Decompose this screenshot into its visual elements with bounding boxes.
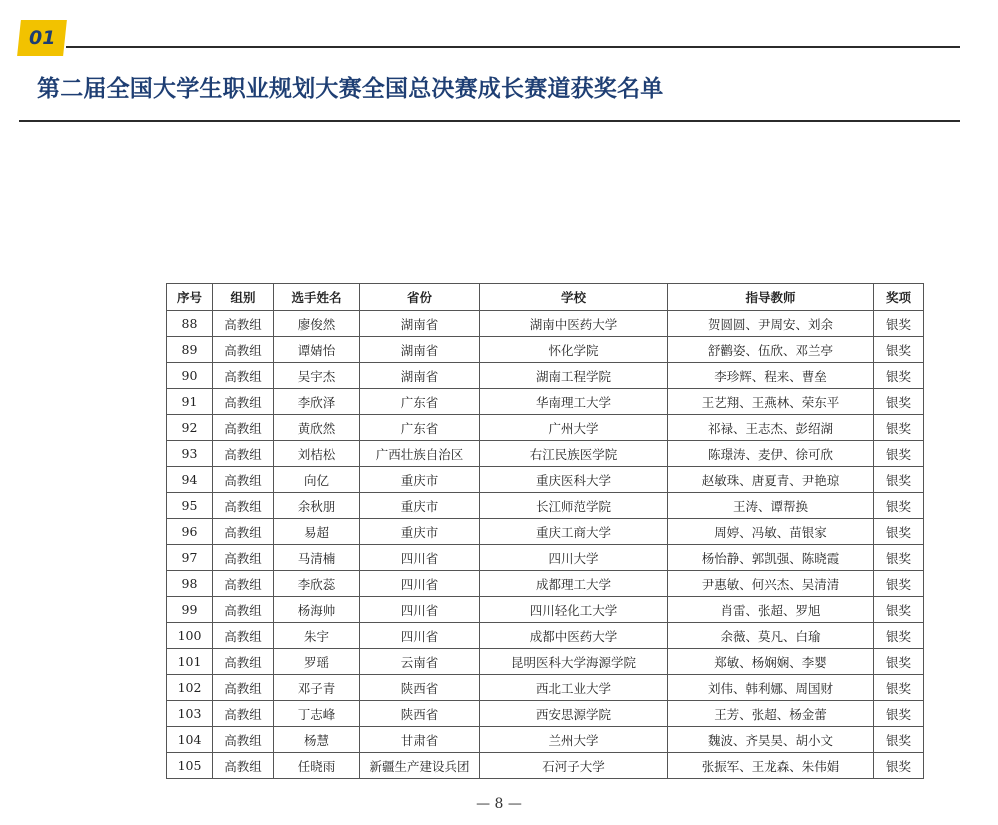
cell-name: 易超: [274, 519, 360, 545]
table-row: [167, 545, 924, 571]
cell-name: 刘桔松: [274, 441, 360, 467]
cell-advisors: 陈璟涛、麦伊、徐可欣: [668, 441, 874, 467]
cell-school: 广州大学: [480, 415, 668, 441]
cell-school: 兰州大学: [480, 727, 668, 753]
cell-name: 罗瑶: [274, 649, 360, 675]
cell-name: 李欣泽: [274, 389, 360, 415]
cell-school: 长江师范学院: [480, 493, 668, 519]
cell-award: 银奖: [874, 571, 924, 597]
cell-award: 银奖: [874, 727, 924, 753]
cell-province: 广东省: [360, 415, 480, 441]
table-row: [167, 467, 924, 493]
table-row: [167, 753, 924, 779]
cell-award: 银奖: [874, 389, 924, 415]
cell-group: 高教组: [213, 519, 274, 545]
cell-province: 湖南省: [360, 363, 480, 389]
cell-group: 高教组: [213, 571, 274, 597]
cell-name: 谭婧怡: [274, 337, 360, 363]
table-row: [167, 415, 924, 441]
table-row: [167, 675, 924, 701]
cell-advisors: 魏波、齐昊昊、胡小文: [668, 727, 874, 753]
table-row: [167, 727, 924, 753]
cell-index: 89: [167, 337, 213, 363]
cell-province: 湖南省: [360, 311, 480, 337]
cell-group: 高教组: [213, 467, 274, 493]
cell-school: 昆明医科大学海源学院: [480, 649, 668, 675]
column-header: 学校: [480, 284, 668, 311]
cell-index: 95: [167, 493, 213, 519]
cell-group: 高教组: [213, 623, 274, 649]
cell-index: 101: [167, 649, 213, 675]
cell-name: 邓子青: [274, 675, 360, 701]
cell-advisors: 王芳、张超、杨金蕾: [668, 701, 874, 727]
cell-group: 高教组: [213, 337, 274, 363]
cell-group: 高教组: [213, 701, 274, 727]
cell-advisors: 舒鹳姿、伍欣、邓兰亭: [668, 337, 874, 363]
cell-index: 103: [167, 701, 213, 727]
cell-name: 杨慧: [274, 727, 360, 753]
column-header: 选手姓名: [274, 284, 360, 311]
cell-group: 高教组: [213, 753, 274, 779]
cell-advisors: 郑敏、杨娴娴、李婴: [668, 649, 874, 675]
cell-award: 银奖: [874, 519, 924, 545]
cell-name: 朱宇: [274, 623, 360, 649]
cell-name: 杨海帅: [274, 597, 360, 623]
cell-group: 高教组: [213, 545, 274, 571]
cell-name: 黄欣然: [274, 415, 360, 441]
cell-province: 新疆生产建设兵团: [360, 753, 480, 779]
cell-advisors: 赵敏珠、唐夏青、尹艳琼: [668, 467, 874, 493]
section-number-badge: [17, 20, 67, 56]
cell-name: 吴宇杰: [274, 363, 360, 389]
cell-province: 湖南省: [360, 337, 480, 363]
cell-award: 银奖: [874, 311, 924, 337]
cell-name: 任晓雨: [274, 753, 360, 779]
cell-award: 银奖: [874, 545, 924, 571]
cell-award: 银奖: [874, 363, 924, 389]
cell-school: 西北工业大学: [480, 675, 668, 701]
column-header: 奖项: [874, 284, 924, 311]
cell-award: 银奖: [874, 753, 924, 779]
cell-award: 银奖: [874, 649, 924, 675]
cell-group: 高教组: [213, 649, 274, 675]
cell-school: 成都理工大学: [480, 571, 668, 597]
cell-province: 重庆市: [360, 519, 480, 545]
cell-name: 马清楠: [274, 545, 360, 571]
cell-index: 96: [167, 519, 213, 545]
cell-school: 石河子大学: [480, 753, 668, 779]
cell-name: 廖俊然: [274, 311, 360, 337]
cell-group: 高教组: [213, 493, 274, 519]
cell-province: 陕西省: [360, 675, 480, 701]
cell-award: 银奖: [874, 415, 924, 441]
table-row: [167, 337, 924, 363]
cell-advisors: 余薇、莫凡、白瑜: [668, 623, 874, 649]
cell-award: 银奖: [874, 623, 924, 649]
cell-province: 甘肃省: [360, 727, 480, 753]
cell-group: 高教组: [213, 597, 274, 623]
cell-index: 104: [167, 727, 213, 753]
cell-index: 97: [167, 545, 213, 571]
cell-province: 陕西省: [360, 701, 480, 727]
cell-school: 华南理工大学: [480, 389, 668, 415]
cell-school: 成都中医药大学: [480, 623, 668, 649]
column-header: 组别: [213, 284, 274, 311]
cell-award: 银奖: [874, 597, 924, 623]
cell-school: 四川轻化工大学: [480, 597, 668, 623]
cell-group: 高教组: [213, 415, 274, 441]
cell-group: 高教组: [213, 363, 274, 389]
cell-province: 四川省: [360, 623, 480, 649]
cell-advisors: 肖雷、张超、罗旭: [668, 597, 874, 623]
cell-group: 高教组: [213, 727, 274, 753]
cell-index: 90: [167, 363, 213, 389]
cell-province: 重庆市: [360, 467, 480, 493]
cell-index: 102: [167, 675, 213, 701]
cell-advisors: 刘伟、韩利娜、周国财: [668, 675, 874, 701]
cell-index: 99: [167, 597, 213, 623]
column-header: 省份: [360, 284, 480, 311]
column-header: 序号: [167, 284, 213, 311]
cell-school: 怀化学院: [480, 337, 668, 363]
cell-province: 四川省: [360, 571, 480, 597]
table-row: [167, 519, 924, 545]
cell-advisors: 尹惠敏、何兴杰、吴清清: [668, 571, 874, 597]
cell-province: 四川省: [360, 545, 480, 571]
cell-school: 湖南中医药大学: [480, 311, 668, 337]
cell-province: 云南省: [360, 649, 480, 675]
cell-index: 93: [167, 441, 213, 467]
cell-index: 94: [167, 467, 213, 493]
table-row: [167, 649, 924, 675]
cell-province: 广东省: [360, 389, 480, 415]
cell-province: 广西壮族自治区: [360, 441, 480, 467]
cell-name: 向亿: [274, 467, 360, 493]
cell-award: 银奖: [874, 441, 924, 467]
cell-advisors: 祁禄、王志杰、彭绍湖: [668, 415, 874, 441]
table-row: [167, 311, 924, 337]
cell-index: 100: [167, 623, 213, 649]
cell-school: 湖南工程学院: [480, 363, 668, 389]
page-title: 第二届全国大学生职业规划大赛全国总决赛成长赛道获奖名单: [37, 76, 664, 102]
cell-advisors: 李珍辉、程来、曹垒: [668, 363, 874, 389]
cell-group: 高教组: [213, 311, 274, 337]
cell-advisors: 周婷、冯敏、苗银家: [668, 519, 874, 545]
cell-school: 西安思源学院: [480, 701, 668, 727]
page-number: — 8 —: [476, 796, 522, 812]
cell-award: 银奖: [874, 701, 924, 727]
cell-province: 重庆市: [360, 493, 480, 519]
table-row: [167, 597, 924, 623]
cell-school: 重庆医科大学: [480, 467, 668, 493]
cell-province: 四川省: [360, 597, 480, 623]
cell-name: 丁志峰: [274, 701, 360, 727]
cell-advisors: 贺圆圆、尹周安、刘余: [668, 311, 874, 337]
table-row: [167, 493, 924, 519]
cell-school: 四川大学: [480, 545, 668, 571]
header-divider-bottom: [19, 120, 960, 122]
table-row: [167, 701, 924, 727]
cell-index: 88: [167, 311, 213, 337]
column-header: 指导教师: [668, 284, 874, 311]
table-row: [167, 623, 924, 649]
cell-award: 银奖: [874, 467, 924, 493]
cell-school: 重庆工商大学: [480, 519, 668, 545]
cell-advisors: 王艺翔、王燕林、荣东平: [668, 389, 874, 415]
table-header-row: [167, 284, 924, 311]
table-row: [167, 363, 924, 389]
cell-name: 余秋朋: [274, 493, 360, 519]
cell-group: 高教组: [213, 441, 274, 467]
cell-award: 银奖: [874, 675, 924, 701]
cell-name: 李欣蕊: [274, 571, 360, 597]
cell-group: 高教组: [213, 675, 274, 701]
cell-award: 银奖: [874, 337, 924, 363]
table-row: [167, 441, 924, 467]
award-list-table: [166, 283, 924, 779]
table-row: [167, 571, 924, 597]
cell-index: 105: [167, 753, 213, 779]
section-number: 01: [28, 27, 56, 49]
cell-advisors: 张振军、王龙森、朱伟娟: [668, 753, 874, 779]
cell-school: 右江民族医学院: [480, 441, 668, 467]
cell-group: 高教组: [213, 389, 274, 415]
cell-advisors: 王涛、谭帮换: [668, 493, 874, 519]
cell-index: 98: [167, 571, 213, 597]
cell-advisors: 杨怡静、郭凯强、陈晓霞: [668, 545, 874, 571]
table-row: [167, 389, 924, 415]
cell-index: 92: [167, 415, 213, 441]
cell-index: 91: [167, 389, 213, 415]
header-divider-top: [66, 46, 960, 48]
cell-award: 银奖: [874, 493, 924, 519]
